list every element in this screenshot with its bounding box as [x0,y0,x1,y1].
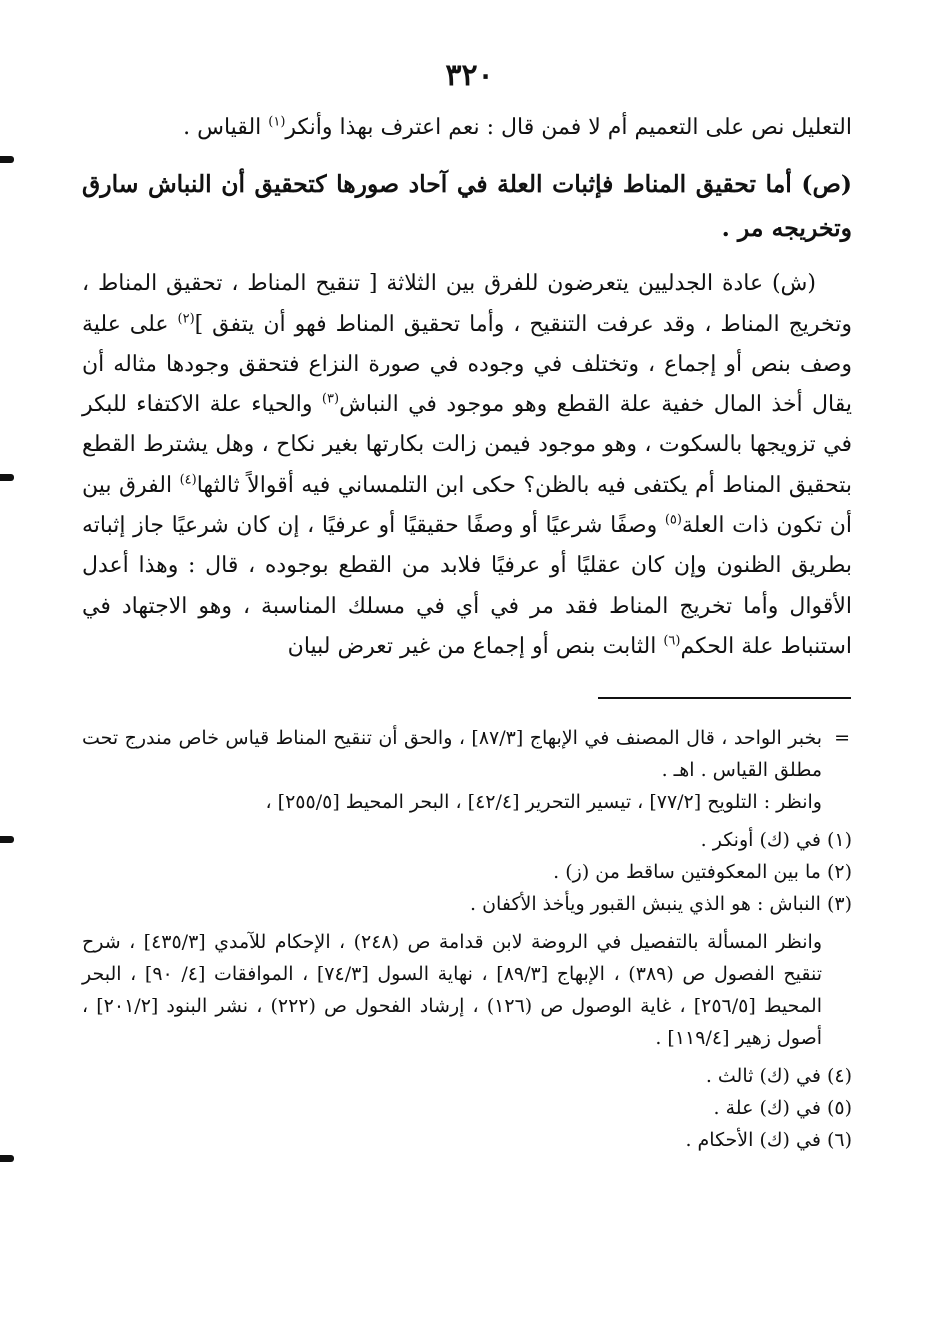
footnote-1: (١) في (ك) أونكر . [700,829,852,851]
footnote-ref-5: (٥) [664,512,682,528]
footnote-ref-3: (٣) [321,391,340,407]
text-run: الثابت بنص أو إجماع من غير تعرض لبيان [287,633,664,659]
footnote-separator [598,697,851,699]
footnote-ref-1: (١) [268,114,286,130]
footnote-ref-6: (٦) [663,633,681,649]
paragraph-matn [82,162,852,250]
footnotes [82,722,852,1156]
text-run: وصفًا شرعيًا أو وصفًا حقيقيًا أو عرفيًا ، إن كان شرعيًا جاز إثباته بطريق الظنون وإن كان عقليًا أو عرفيًا فلابد من القطع بوجوده ، قال : وهذا أعدل الأقوال وأما تخريج المناط فقد مر في أي في مسلك المناسبة ، وهو الاجتهاد في استنباط علة الحكم [82,513,852,659]
scan-margin-mark [0,836,14,843]
text-run: الفرق بين أن تكون ذات العلة [82,472,853,539]
text-run: التعليل نص على التعميم أم لا فمن قال : نعم اعترف بهذا وأنكر [285,115,852,140]
footnote-ref-4: (٤) [179,472,197,488]
scan-margin-mark [0,1155,14,1162]
footnote-5: (٥) في (ك) علة . [713,1097,852,1119]
text-run: والحياء علة الاكتفاء للبكر في تزويجها بالسكوت ، وهو موجود فيمن زالت بكارتها بغير نكاح ، وهل يشترط القطع بتحقيق المناط أم يكتفى فيه بالظن؟ حكى ابن التلمساني فيه أقوالاً ثالثها [82,392,852,498]
footnote-text: بخبر الواحد ، قال المصنف في الإبهاج [٨٧/٣] ، والحق أن تنقيح المناط قياس خاص مندرج تحت مطلق القياس . اهـ . [82,727,822,781]
footnote-continued [82,722,852,786]
paragraph-continuation [82,108,852,148]
footnote-4: (٤) في (ك) ثالث . [705,1065,852,1087]
scan-margin-mark [0,474,14,481]
footnote-2: (٢) ما بين المعكوفتين ساقط من (ز) . [553,861,852,883]
text-run: على علية وصف بنص أو إجماع ، وتختلف في وجوده في صورة النزاع فتحقق وجودها مثاله أن يقال أخذ المال خفية علة القطع وهو موجود في النباش [82,311,852,418]
scan-margin-mark [0,156,14,163]
footnote-3: (٣) النباش : هو الذي ينبش القبور ويأخذ الأكفان . [470,893,852,915]
footnote-ref-2: (٢) [177,311,195,327]
text-run: القياس . [183,115,269,140]
page-number: ٣٢٠ [445,58,494,93]
paragraph-sharh [82,264,852,667]
main-text [82,108,852,667]
text-run: (ش) عادة الجدليين يتعرضون للفرق بين الثلاثة [ تنقيح المناط ، تحقيق المناط ، وتخريج المناط ، وقد عرفت التنقيح ، وأما تحقيق المناط فهو أن يتفق ] [82,271,852,337]
footnote-6: (٦) في (ك) الأحكام . [685,1129,852,1151]
continuation-marker: = [834,727,850,749]
footnote-continued-refs: وانظر : التلويح [٧٧/٢] ، تيسير التحرير [٤٢/٤] ، البحر المحيط [٢٥٥/٥] ، [265,791,822,813]
text-run: (ص) أما تحقيق المناط فإثبات العلة في آحاد صورها كتحقيق أن النباش سارق وتخريجه مر . [82,170,852,243]
footnote-3-refs: وانظر المسألة بالتفصيل في الروضة لابن قدامة ص (٢٤٨) ، الإحكام للآمدي [٤٣٥/٣] ، شرح تنقيح الفصول ص (٣٨٩) ، الإبهاج [٨٩/٣] ، نهاية السول [٧٤/٣] ، الموافقات [٤/ ٩٠] ، البحر المحيط [٢٥٦/٥] ، غاية الوصول ص (١٢٦) ، إرشاد الفحول ص (٢٢٢) ، نشر البنود [٢٠١/٢] ، أصول زهير [١١٩/٤] . [82,931,823,1049]
